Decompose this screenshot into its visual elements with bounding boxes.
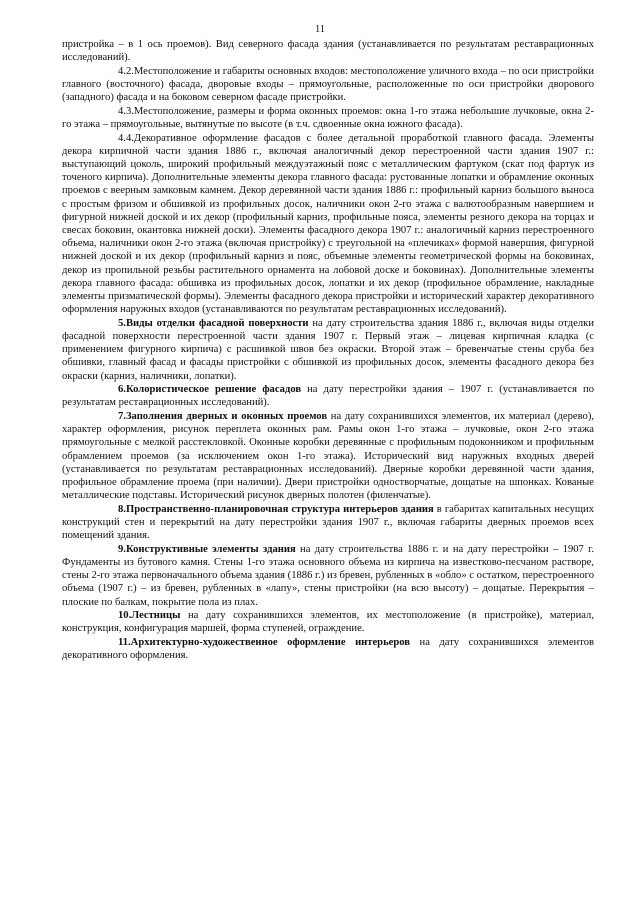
page-number: 11 — [314, 24, 326, 35]
paragraph-text: Декоративное оформление фасадов с более детальной проработкой главного фасада. Элементы декора кирпичной части здания 1886 г., включая аналогичный декор перестроенной части здания 1907 г.: выступающий цоколь, широкий профильный междуэтажный пояс с металлическим фартуком (скат под фартук из точеного кирпича). Дополнительные элементы декора главного фасада: рустованные лопатки и обрамление оконных проемов с веерным замковым камнем. Декор деревянной части здания 1886 г.: профильный карниз большого выноса с простым фризом и обшивкой из профильных досок, наличники окон 2-го этажа с валютообразным навершием и фигурной нижней доской и их декор (профильный карниз, профильные пояса, элементы резного декора на торцах и свесах боковин, окантовка нижней доски). Элементы фасадного декора 1907 г.: аналогичный карниз перестроенного объема, наличники окон 2-го этажа (включая пристройку) с треугольной на «плечиках» формой навершия, фигурной нижней доской и их декор (профильный карниз и пояс, объемные элементы геометрической формы на боковинах, декор из пропильной резьбы растительного орнамента на лобовой доске и боковинах). Дополнительные элементы декора главного фасада: обшивка из профильных досок, лопатки и их декор (профильное обрамление, накладные элементы призматической формы). Элементы фасадного декора пристройки и исторический характер декоративного оформления наружных входов (устанавливаются по результатам реставрационных исследований). — [62, 132, 594, 316]
paragraph-7 — [62, 410, 594, 502]
paragraph-title: Пространственно-планировочная структура интерьеров здания — [125, 503, 434, 515]
paragraph-title: Лестницы — [131, 610, 181, 622]
paragraph-11 — [62, 636, 594, 662]
paragraph-number: 10. — [118, 610, 132, 622]
paragraph-title: Заполнения дверных и оконных проемов — [125, 411, 328, 423]
paragraph-text: Местоположение и габариты основных входов: местоположение уличного входа – по оси пристройки главного (восточного) фасада, дворовые входы – прямоугольные, расположенные по оси пристройки дворового (западного) фасада и на боковом северном фасаде пристройки. — [62, 65, 594, 104]
paragraph-4-3 — [62, 105, 594, 131]
paragraph-text: на дату сохранившихся элементов, их местоположение (в пристройке), материал, конструкция, конфигурация маршей, форма ступеней, ограждение. — [62, 610, 594, 635]
paragraph-text: в габаритах капитальных несущих конструкций стен и перекрытий на дату перестройки здания 1907 г., включая габариты дверных проемов всех помещений здания. — [62, 503, 594, 542]
paragraph-text: Местоположение, размеры и форма оконных проемов: окна 1-го этажа небольшие лучковые, окна 2-го этажа – прямоугольные, вытянутые по высоте (в т.ч. сдвоенные окна южного фасада). — [62, 105, 594, 130]
paragraph-number: 9. — [118, 543, 126, 555]
document-body — [62, 38, 594, 663]
paragraph-continuation: пристройка – в 1 ось проемов). Вид северного фасада здания (устанавливается по результатам реставрационных исследований). — [62, 39, 594, 64]
paragraph-text: на дату сохранившихся элементов, их материал (дерево), характер оформления, рисунок переплета оконных рам. Рамы окон 1-го этажа – лучковые, окон 2-го этажа прямоугольные с мелкой расстекловкой. Оконные коробки деревянные с профильным подоконником и профильным обрамлением проемов (за исключением окон 1-го этажа). Исторический вид наружных входных дверей (устанавливается по результатам реставрационных исследований). Дверные коробки деревянной части здания, профильное обрамление проема (при наличии). Двери пристройки одностворчатые, дощатые на шпонках. Кованые металлические подставы. Исторический рисунок дверных полотен (филенчатые). — [62, 411, 595, 502]
paragraph-8 — [62, 503, 594, 543]
paragraph-text: на дату строительства здания 1886 г., включая виды отделки фасадной поверхности перестроенной части здания 1907 г. Первый этаж – лицевая кирпичная кладка (с применением фигурного кирпича) с расшивкой швов без окраски. Второй этаж – бревенчатые стены сруба без обшивки, главный фасад и фасады пристройки с обшивкой из профильных досок, элементы фасадного декора без окраски (карниз, наличники, лопатки). — [62, 317, 594, 382]
paragraph-title: Виды отделки фасадной поверхности — [125, 317, 309, 329]
paragraph-number: 7. — [118, 411, 126, 423]
paragraph-10 — [62, 609, 594, 635]
paragraph-4-4 — [62, 132, 594, 317]
paragraph-title: Архитектурно-художественное оформление интерьеров — [130, 637, 411, 649]
paragraph-number: 4.4. — [118, 132, 134, 144]
paragraph-number: 6. — [118, 384, 126, 396]
paragraph-title: Колористическое решение фасадов — [125, 384, 302, 396]
paragraph-text: на дату перестройки здания – 1907 г. (устанавливается по результатам реставрационных исследований). — [62, 384, 594, 409]
paragraph-text: на дату строительства 1886 г. и на дату перестройки – 1907 г. Фундаменты из бутового камня. Стены 1-го этажа основного объема из кирпича на известково-песчаном растворе, стены 2-го этажа первоначального объема здания (1886 г.) из бревен, рубленных в «обло» с остатком, перестроенного объема (1907 г.) – из бревен, рубленных в «лапу», стены пристройки (на всю высоту) – дощатые. Перекрытия – плоские по балкам, покрытие пола из плах. — [62, 543, 594, 608]
paragraph-5 — [62, 317, 594, 383]
paragraph-number: 5. — [118, 317, 126, 329]
paragraph-title: Конструктивные элементы здания — [125, 543, 296, 555]
paragraph-4-2 — [62, 65, 594, 105]
paragraph-9 — [62, 543, 594, 609]
paragraph-6 — [62, 383, 594, 409]
paragraph-number: 11. — [118, 637, 131, 649]
paragraph-number: 4.3. — [118, 105, 134, 117]
paragraph-number: 8. — [118, 503, 126, 515]
paragraph-text: на дату сохранившихся элементов декоративного оформления. — [62, 637, 594, 662]
paragraph-number: 4.2. — [118, 65, 134, 77]
